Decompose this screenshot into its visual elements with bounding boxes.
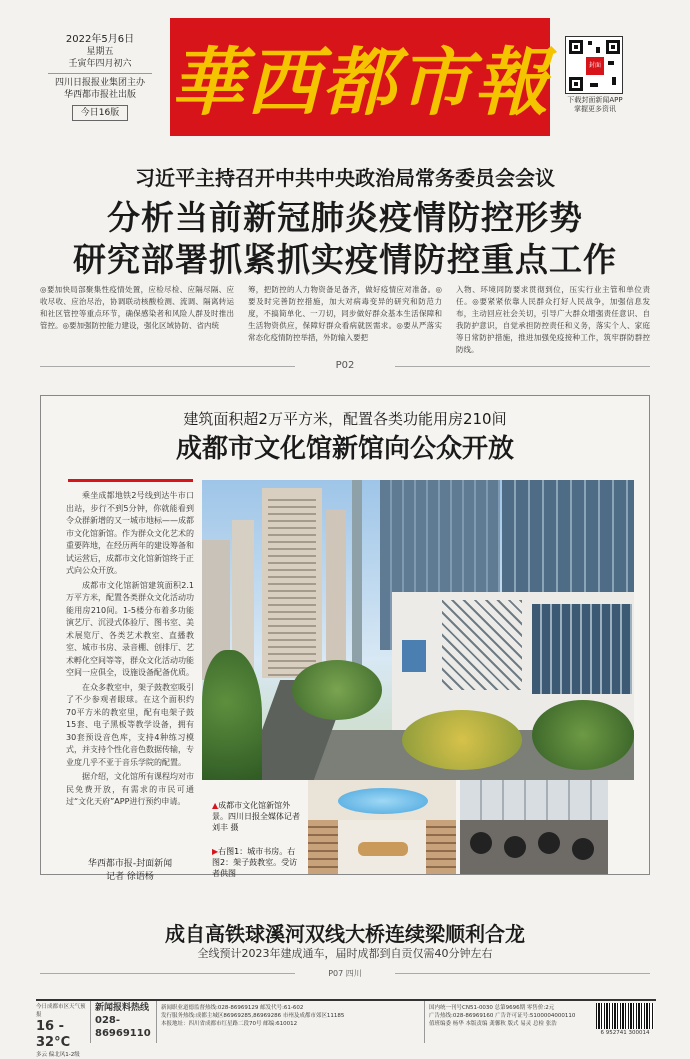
- photo-caption: ▲成都市文化馆新馆外景。四川日报全媒体记者 刘丰 摄: [212, 801, 300, 832]
- divider: [395, 973, 650, 974]
- issue-lunar-date: 壬寅年四月初六: [68, 59, 132, 69]
- hotline-box: 新闻报料热线 028-86969110: [90, 1001, 156, 1043]
- publisher-line: 华西都市报社出版: [63, 90, 136, 100]
- page-reference[interactable]: P07 四川: [328, 969, 362, 978]
- page-count-badge: 今日16版: [72, 105, 128, 121]
- weather-box: 今日成都市区天气预报 16 - 32°C 多云 偏北风1-2级: [36, 1001, 90, 1043]
- publisher-line: 四川日报报业集团主办: [54, 78, 145, 88]
- qr-code-icon[interactable]: [565, 36, 623, 94]
- issue-date: 2022年5月6日: [65, 34, 135, 45]
- photo-drum-classroom[interactable]: [460, 780, 608, 874]
- bottom-headline[interactable]: 成自高铁球溪河双线大桥连续梁顺利合龙: [165, 922, 525, 946]
- photo-caption: ▶右图1：城市书房。右图2：架子鼓教室。受访者供图: [212, 847, 298, 878]
- lead-headline[interactable]: 研究部署抓紧抓实疫情防控重点工作: [73, 240, 617, 279]
- weather-temp: 16 - 32°C: [36, 1019, 71, 1050]
- footer: [36, 999, 656, 1058]
- summary-column: ◎要加快局部聚集性疫情处置，应检尽检、应隔尽隔、应收尽收、应治尽治，协调联动核酸检测、流调、隔离转运和社区管控等重点环节，确保感染者和风险人群及时推出管控。◎要加强防控能力建设，强化区域协防、省内统: [40, 285, 234, 330]
- publication-info: 新闻职业道德监督热线:028-86969129 邮发代号:61-602 发行服务热线:成都主城区86969285,86969286 市州及成都市郊区11185 本报地址：四川省成都市红星路二段70号 邮编:610012: [156, 1001, 424, 1043]
- divider: [40, 366, 295, 367]
- paragraph: 据介绍，文化馆所有课程均对市民免费开放，有需求的市民可通过“文化天府”APP进行预约申请。: [66, 772, 194, 806]
- feature-body: [66, 490, 194, 811]
- accent-rule: [68, 479, 193, 482]
- barcode-icon: 6 952741 300014: [594, 1001, 656, 1043]
- feature-subtitle: 建筑面积超2万平方米，配置各类功能用房210间: [183, 410, 507, 428]
- divider: [40, 973, 295, 974]
- paragraph: 乘坐成都地铁2号线到达牛市口出站，步行不到5分钟，你就能看到令众群新增的又一城市地标——成都市文化馆新馆。作为群众文化艺术的重要阵地，在经历两年的建设筹备和试运营后，成都市文化馆新馆终于正式向公众开放。: [66, 491, 194, 575]
- feature-title[interactable]: 成都市文化馆新馆向公众开放: [175, 434, 514, 464]
- lead-headline[interactable]: 分析当前新冠肺炎疫情防控形势: [107, 198, 583, 237]
- bottom-subheadline: 全线预计2023年建成通车，届时成都到自贡仅需40分钟左右: [197, 947, 493, 960]
- paragraph: 在众多教室中，架子鼓教室吸引了不少参观者眼球。在这个面积约70平方米的教室里，配有电架子鼓15套、电子黑板等教学设备，拥有30套预设音色库，支持4种练习模式，并支持个性化音色数据传输，专业度几乎不亚于音乐学院的配置。: [66, 682, 194, 767]
- photo-city-library[interactable]: [308, 780, 456, 874]
- hotline-number[interactable]: 028-86969110: [95, 1015, 151, 1039]
- issue-weekday: 星期五: [86, 47, 114, 57]
- qr-caption: 下载封面新闻APP 掌握更多资讯: [567, 96, 623, 113]
- photo-building-exterior[interactable]: [202, 480, 634, 780]
- byline: 华西都市报-封面新闻 记者 徐语杨: [87, 859, 173, 882]
- paragraph: 成都市文化馆新馆建筑面积2.1万平方米，配置各类群众文化活动功能用房210间。1-5楼分布着多功能演艺厅、沉浸式体验厅、图书室、美术展览厅、各类艺术教室、直播教室、城市书房、录音棚、创排厅、艺术孵化空间等等，群众文化活动功能空间一应俱全，设施设备配备优质。: [66, 580, 194, 677]
- page-reference[interactable]: P02: [335, 360, 355, 371]
- qr-brand-mark: 封面: [586, 57, 604, 75]
- summary-column: 入物、环境同防要求贯彻到位，压实行业主管和单位责任。◎要紧紧依靠人民群众打好人民战争，加强信息发布，主动回应社会关切，引导广大群众增强责任意识、自我防护意识，自觉承担防控责任和义务，落实个人、家庭等日常防护措施，推进加强免疫接种工作，筑牢群防群控防线。: [456, 285, 650, 354]
- divider: [48, 73, 152, 74]
- lead-kicker: 习近平主持召开中共中央政治局常务委员会会议: [135, 166, 555, 190]
- newspaper-title: 華西都市報: [170, 40, 550, 126]
- summary-column: 筹，把防控的人力物资备足备齐，做好疫情应对准备。◎要及时完善防控措施，加大对病毒变异的研究和防范力度，不搞简单化、一刀切，同步做好群众基本生活保障和生活物资供应，保障好群众看病就医需求。◎要从严落实常态化疫情防控举措，外防输入要把: [248, 285, 442, 342]
- publication-info: 国内统一刊号CN51-0030 总第9696期 零售价:2元 广告热线:028-86969160 广告许可证号:5100004000110 值班编委 杨华 本版责编 龚馨秋 版式 易灵 总检 张浩: [424, 1001, 594, 1043]
- masthead-info: [40, 34, 160, 121]
- divider: [395, 366, 650, 367]
- masthead-logo: [170, 18, 550, 136]
- lead-summary: [40, 284, 650, 356]
